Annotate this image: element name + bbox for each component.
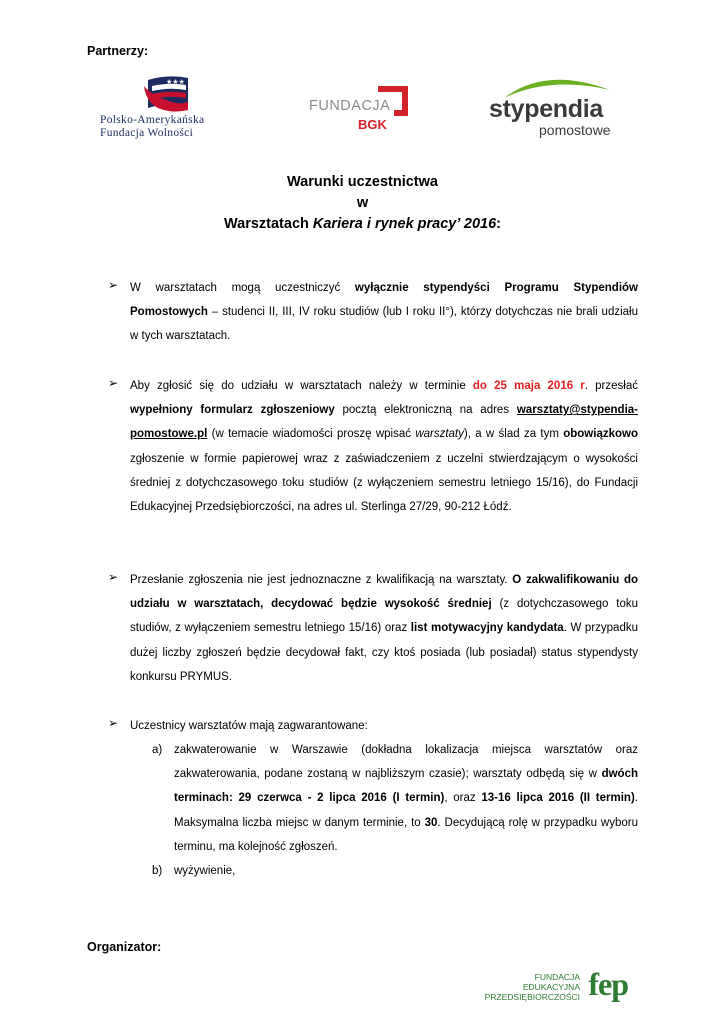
eligibility-paragraph: W warsztatach mogą uczestniczyć wyłącznie stypendyści Programu Stypendiów Pomostowych – studenci II, III, IV roku studiów (lub I roku II°), którzy dotychczas nie brali udziału w tych warsztatach. — [130, 282, 638, 343]
fep-name-line2: EDUKACYJNA — [522, 982, 580, 992]
organizer-label: Organizator: — [87, 940, 162, 954]
guarantee-item-meals: b) wyżywienie, — [152, 865, 236, 877]
fep-name-line3: PRZEDSIĘBIORCZOŚCI — [484, 992, 580, 1002]
stypendia-pomostowe-logo — [486, 72, 626, 144]
fep-name-line1: FUNDACJA — [534, 972, 580, 982]
bgk-name-line1: FUNDACJA — [309, 98, 391, 114]
email-link[interactable]: warsztaty@stypendia-pomostowe.pl — [130, 404, 638, 441]
pafw-flag-icon — [96, 72, 246, 114]
bullet-arrow-icon: ➢ — [108, 278, 119, 292]
pafw-name-line2: Fundacja Wolności — [100, 127, 194, 139]
pafw-logo — [96, 72, 246, 144]
bullet-arrow-icon: ➢ — [108, 570, 119, 584]
bgk-logo — [306, 84, 416, 139]
svg-text:★★★: ★★★ — [166, 78, 185, 86]
qualification-paragraph: Przesłanie zgłoszenia nie jest jednoznaczne z kwalifikacją na warsztaty. O zakwalifikowaniu do udziału w warsztatach, decydować będzie wysokość średniej (z dotychczasowego toku studiów, z wyłączeniem semestru letniego 15/16) oraz list motywacyjny kandydata. W przypadku dużej liczby zgłoszeń będzie decydował fakt, czy ktoś posiada (lub posiadał) status stypendysty konkursu PRYMUS. — [130, 574, 639, 683]
bullet-arrow-icon: ➢ — [108, 376, 119, 390]
page-title — [0, 172, 725, 235]
guarantee-item-accommodation: a) zakwaterowanie w Warszawie (dokładna lokalizacja miejsca warsztatów oraz zakwaterowania, podane zostaną w najbliższym czasie); warsztaty odbędą się w dwóch terminach: 29 czerwca - 2 lipca 2016 (I termin), oraz 13-16 lipca 2016 (II termin). Maksymalna liczba miejsc w danym terminie, to 30. Decydującą rolę w przypadku wyboru terminu, ma kolejność zgłoszeń. — [152, 744, 638, 853]
workshop-name: Kariera i rynek pracy’ 2016 — [312, 216, 497, 232]
partners-label: Partnerzy: — [87, 44, 149, 58]
title-line2: w — [356, 195, 369, 211]
guarantees-intro: Uczestnicy warsztatów mają zagwarantowane: — [130, 720, 368, 732]
stypendia-name-line2: pomostowe — [539, 122, 611, 138]
pafw-name-line1: Polsko-Amerykańska — [100, 114, 205, 126]
deadline-text: do 25 maja 2016 r — [472, 380, 585, 392]
application-paragraph: Aby zgłosić się do udziału w warsztatach należy w terminie do 25 maja 2016 r. przesłać wypełniony formularz zgłoszeniowy pocztą elektroniczną na adres warsztaty@stypendia-pomostowe.pl (w temacie wiadomości proszę wpisać warsztaty), a w ślad za tym obowiązkowo zgłoszenie w formie papierowej wraz z zaświadczeniem z uczelni stwierdzającym o wysokości średniej z dotychczasowego toku studiów (z wyłączeniem semestru letniego 15/16), do Fundacji Edukacyjnej Przedsiębiorczości, na adres ul. Sterlinga 27/29, 90-212 Łódź. — [130, 380, 638, 514]
fep-mark: fep — [588, 966, 628, 1002]
bgk-name-line2: BGK — [358, 117, 387, 132]
title-line3: Warsztatach Kariera i rynek pracy’ 2016: — [223, 216, 501, 232]
fep-logo — [484, 966, 630, 1012]
bullet-arrow-icon: ➢ — [108, 716, 119, 730]
title-line1: Warunki uczestnictwa — [287, 174, 438, 190]
stypendia-name-line1: stypendia — [489, 95, 603, 123]
